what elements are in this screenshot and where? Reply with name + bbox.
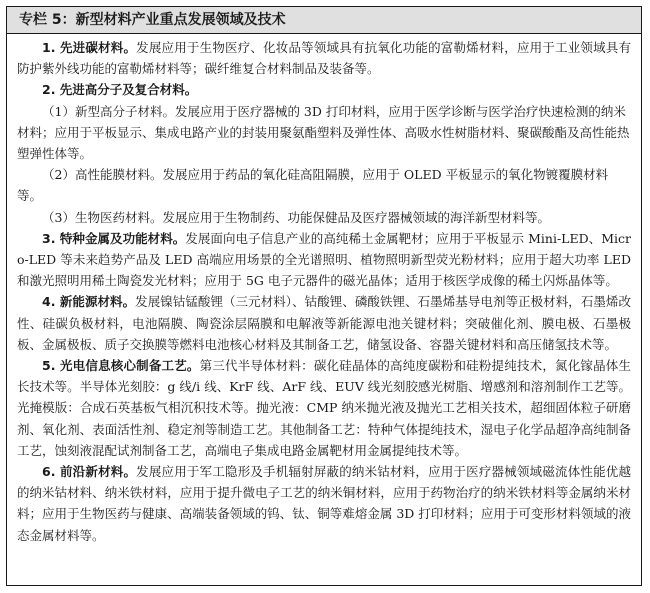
item-heading: 2. 先进高分子及复合材料。 [42, 82, 198, 98]
item-optoelectronic [17, 355, 631, 461]
subitem-membrane: （2）高性能膜材料。发展应用于药品的氧化硅高阻隔膜，应用于 OLED 平板显示的氧化物镀覆膜材料等。 [17, 167, 609, 204]
item-special-metal [17, 228, 631, 292]
item-text: 发展面向电子信息产业的高纯稀土金属靶材；应用于平板显示 Mini-LED、Micro-LED 等未来趋势产品及 LED 高端应用场景的全光谱照明、植物照明新型荧光粉材料；应用于超大功率 LED 和激光照明用稀土陶瓷发光材料；应用于 5G 电子元器件的磁光晶体；适用于核医学成像的稀土闪烁晶体等。 [17, 230, 631, 289]
item-new-energy [17, 291, 631, 355]
item-heading: 5. 光电信息核心制备工艺。 [42, 358, 200, 374]
item-advanced-carbon [17, 37, 631, 79]
subitem-biomedical: （3）生物医药材料。发展应用于生物制药、功能保健品及医疗器械领域的海洋新型材料等。 [42, 209, 550, 225]
item-text: 第三代半导体材料：碳化硅晶体的高纯度碳粉和硅粉提纯技术，氮化镓晶体生长技术等。半导体光刻胶：g 线/i 线、KrF 线、ArF 线、EUV 线光刻胶感光树脂、增感剂和溶剂制作工艺等。光掩模版：合成石英基板气相沉积技术等。抛光液：CMP 纳米抛光液及抛光工艺相关技术，超细固体粒子研磨剂、氧化剂、表面活性剂、稳定剂等制造工艺。其他制备工艺：特种气体提纯技术，湿电子化学品超净高纯制备工艺，蚀刻液混配试剂制备工艺，高端电子集成电路金属靶材用金属提纯技术等。 [17, 358, 631, 458]
subitem-polymer: （1）新型高分子材料。发展应用于医疗器械的 3D 打印材料，应用于医学诊断与医学治疗快速检测的纳米材料；应用于平板显示、集成电路产业的封装用聚氨酯塑料及弹性体、高吸水性树脂材料、聚碳酸酯及高性能热塑弹性体等。 [17, 103, 630, 162]
box-content [7, 34, 641, 546]
item-polymer-composite [17, 79, 631, 100]
item-heading: 6. 前沿新材料。 [42, 464, 137, 480]
item-heading: 1. 先进碳材料。 [42, 40, 137, 55]
item-text: 发展镍钴锰酸锂（三元材料）、钴酸锂、磷酸铁锂、石墨烯基导电剂等正极材料，石墨烯改性、硅碳负极材料，电池隔膜、陶瓷涂层隔膜和电解液等新能源电池关键材料；突破催化剂、膜电极、石墨极板、金属极板、质子交换膜等燃料电池核心材料及其制备工艺，储氢设备、容器关键材料和高压储氢技术等。 [17, 294, 631, 352]
item-heading: 4. 新能源材料。 [42, 294, 136, 310]
item-text: 发展应用于生物医疗、化妆品等领域具有抗氧化功能的富勒烯材料，应用于工业领域具有防护紫外线功能的富勒烯材料等；碳纤维复合材料制品及装备等。 [17, 40, 631, 77]
item-heading: 3. 特种金属及功能材料。 [42, 230, 186, 246]
feature-box [6, 6, 642, 586]
item-frontier [17, 461, 631, 546]
item-text: 发展应用于军工隐形及手机辐射屏蔽的纳米钴材料，应用于医疗器械领域磁流体性能优越的纳米钴材料、纳米铁材料，应用于提升微电子工艺的纳米铜材料，应用于药物治疗的纳米铁材料等金属纳米材料；应用于生物医药与健康、高端装备领域的钨、钛、铜等难熔金属 3D 打印材料；应用于可变形材料领域的液态金属材料等。 [17, 464, 631, 543]
box-title: 专栏 5：新型材料产业重点发展领域及技术 [7, 7, 641, 34]
